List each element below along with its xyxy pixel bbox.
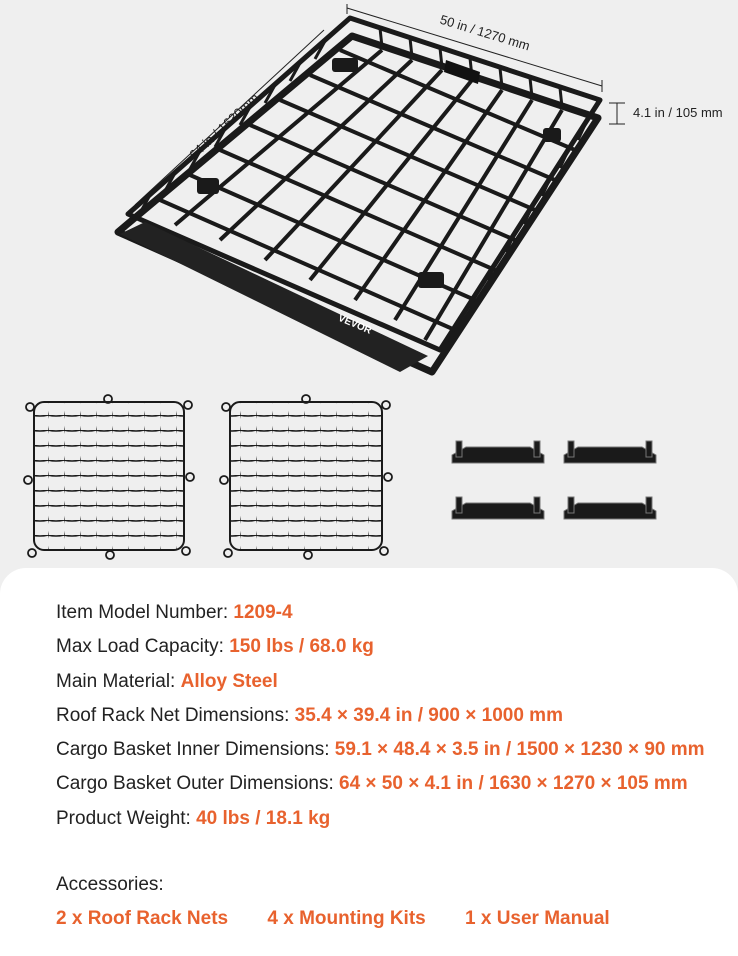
spec-label: Max Load Capacity:: [56, 636, 230, 658]
accessory-item: 1 x User Manual: [465, 908, 610, 929]
spec-label: Product Weight:: [56, 807, 197, 829]
spec-list: [56, 596, 705, 836]
product-image: [0, 0, 738, 380]
spec-value: 64 × 50 × 4.1 in / 1630 × 1270 × 105 mm: [339, 773, 688, 795]
roof-rack-illustration: [0, 0, 738, 380]
spec-max-load: [56, 630, 705, 664]
dim-height-label: 4.1 in / 105 mm: [633, 105, 723, 120]
dim-length-label: 64 in / 1630mm: [186, 90, 262, 163]
spec-inner-dimensions: [56, 733, 705, 767]
spec-value: 40 lbs / 18.1 kg: [196, 807, 331, 829]
accessory-images: [0, 385, 738, 565]
spec-card: [0, 568, 738, 956]
spec-value: Alloy Steel: [180, 670, 278, 692]
spec-value: 150 lbs / 68.0 kg: [229, 636, 374, 658]
brand-logo: VEVOR: [336, 312, 373, 337]
spec-label: Roof Rack Net Dimensions:: [56, 704, 295, 726]
handle-pad: [444, 60, 480, 84]
accessory-item: 2 x Roof Rack Nets: [56, 908, 229, 929]
cargo-net-1: [24, 395, 194, 559]
dim-width-label: 50 in / 1270 mm: [438, 11, 532, 54]
cargo-net-2: [220, 395, 392, 559]
spec-model-number: [56, 596, 705, 630]
spec-material: [56, 665, 705, 699]
spec-label: Cargo Basket Outer Dimensions:: [56, 773, 340, 795]
spec-label: Cargo Basket Inner Dimensions:: [56, 739, 335, 761]
accessories-title: Accessories:: [56, 874, 164, 895]
spec-net-dimensions: [56, 699, 705, 733]
spec-outer-dimensions: [56, 767, 705, 801]
accessories-list: [56, 908, 644, 930]
spec-value: 1209-4: [233, 602, 293, 623]
spec-label: Item Model Number:: [56, 602, 234, 623]
accessory-illustration: [0, 385, 738, 565]
spec-value: 59.1 × 48.4 × 3.5 in / 1500 × 1230 × 90 mm: [334, 739, 705, 761]
basket-frame: [118, 18, 600, 372]
spec-label: Main Material:: [56, 670, 181, 692]
spec-value: 35.4 × 39.4 in / 900 × 1000 mm: [294, 704, 563, 726]
mounting-kits: [452, 441, 656, 519]
spec-weight: [56, 802, 705, 836]
accessory-item: 4 x Mounting Kits: [267, 908, 426, 929]
